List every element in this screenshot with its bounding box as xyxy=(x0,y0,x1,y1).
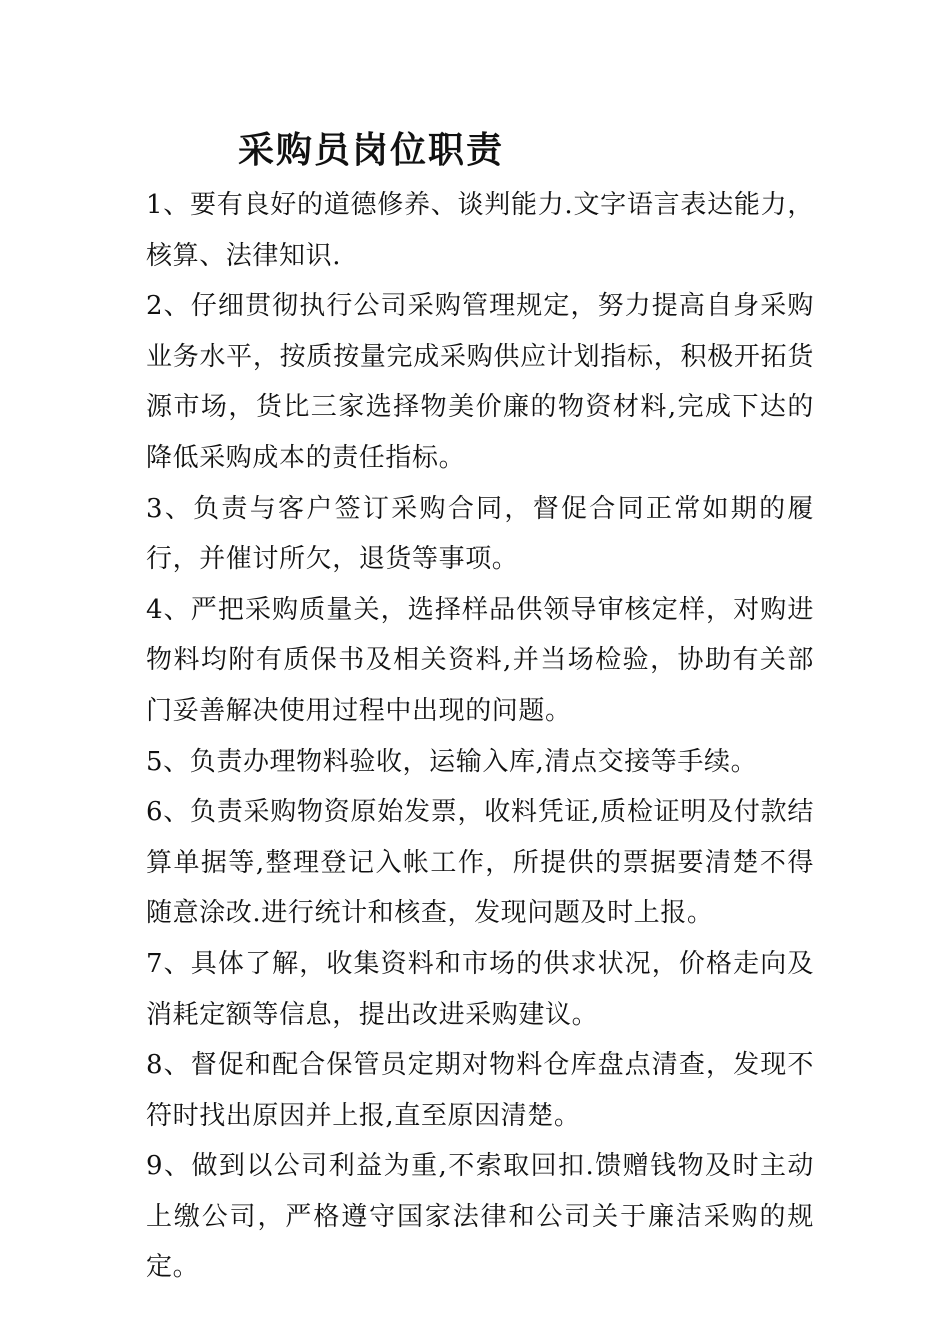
duty-item-3: 3、负责与客户签订采购合同，督促合同正常如期的履行，并催讨所欠，退货等事项。 xyxy=(146,493,814,575)
duty-item-9: 9、做到以公司利益为重,不索取回扣.馈赠钱物及时主动上缴公司，严格遵守国家法律和公司关于廉洁采购的规定。 xyxy=(146,1151,814,1283)
duty-item-7: 7、具体了解，收集资料和市场的供求状况，价格走向及消耗定额等信息，提出改进采购建议。 xyxy=(146,948,814,1030)
duty-list xyxy=(146,180,814,1293)
page-title: 采购员岗位职责 xyxy=(238,130,505,171)
duty-item-6: 6、负责采购物资原始发票，收料凭证,质检证明及付款结算单据等,整理登记入帐工作，所提供的票据要清楚不得随意涂改.进行统计和核查，发现问题及时上报。 xyxy=(146,797,814,929)
duty-item-5: 5、负责办理物料验收，运输入库,清点交接等手续。 xyxy=(146,746,758,777)
duty-item-1: 1、要有良好的道德修养、谈判能力.文字语言表达能力，核算、法律知识. xyxy=(146,190,814,271)
duty-item-4: 4、严把采购质量关，选择样品供领导审核定样，对购进物料均附有质保书及相关资料,并当场检验，协助有关部门妥善解决使用过程中出现的问题。 xyxy=(146,594,814,726)
duty-item-8: 8、督促和配合保管员定期对物料仓库盘点清查，发现不符时找出原因并上报,直至原因清楚。 xyxy=(146,1050,814,1131)
duty-item-2: 2、仔细贯彻执行公司采购管理规定，努力提高自身采购业务水平，按质按量完成采购供应计划指标，积极开拓货源市场，货比三家选择物美价廉的物资材料,完成下达的降低采购成本的责任指标。 xyxy=(146,291,814,473)
